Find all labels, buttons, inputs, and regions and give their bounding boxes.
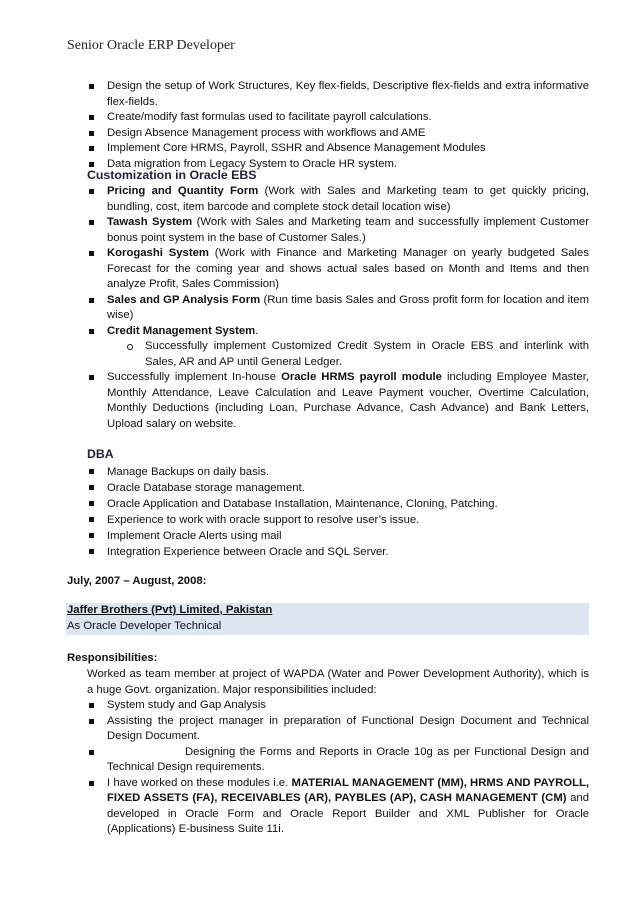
list-item: I have worked on these modules i.e. MATERIAL MANAGEMENT (MM), HRMS AND PAYROLL, FIXED ASSETS (FA), RECEIVABLES (AR), PAYBLES (AP), CASH MANAGEMENT (CM) and developed in Oracle Form and Oracle Report Builder and XML Publisher for Oracle (Applications) E-business Suite 11i. <box>87 776 589 838</box>
company-name: Jaffer Brothers (Pvt) Limited, Pakistan <box>67 604 273 616</box>
list-item: System study and Gap Analysis <box>87 698 589 714</box>
square-bullet-icon <box>89 115 94 120</box>
square-bullet-icon <box>89 469 94 474</box>
top-bullet-list <box>87 79 589 172</box>
square-bullet-icon <box>89 719 94 724</box>
list-item: Pricing and Quantity Form (Work with Sales and Marketing team to get quickly pricing, bundling, cost, item barcode and complete stock detail location wise) <box>87 184 589 215</box>
list-item: Oracle Database storage management. <box>87 480 589 496</box>
circle-bullet-icon <box>127 344 133 350</box>
dba-list <box>87 464 589 560</box>
list-item: Integration Experience between Oracle and SQL Server. <box>87 544 589 560</box>
square-bullet-icon <box>89 549 94 554</box>
dba-heading: DBA <box>87 447 114 461</box>
square-bullet-icon <box>89 189 94 194</box>
square-bullet-icon <box>89 251 94 256</box>
list-item: Implement Core HRMS, Payroll, SSHR and Absence Management Modules <box>87 141 589 157</box>
page-header-title: Senior Oracle ERP Developer <box>67 38 235 53</box>
list-item: Korogashi System (Work with Finance and Marketing Manager on yearly budgeted Sales Forecast for the coming year and shows actual sales based on Month and Items and then analyze Profit, Sales Commission) <box>87 246 589 293</box>
list-item: Design the setup of Work Structures, Key flex-fields, Descriptive flex-fields and extra informative flex-fields. <box>87 79 589 110</box>
job-role: As Oracle Developer Technical <box>67 620 222 632</box>
job-dates: July, 2007 – August, 2008: <box>67 575 207 587</box>
list-item: Oracle Application and Database Installation, Maintenance, Cloning, Patching. <box>87 496 589 512</box>
square-bullet-icon <box>89 517 94 522</box>
list-item: Sales and GP Analysis Form (Run time basis Sales and Gross profit form for location and item wise) <box>87 293 589 324</box>
list-item: Credit Management System. <box>87 324 589 340</box>
list-item: Implement Oracle Alerts using mail <box>87 528 589 544</box>
list-item: Assisting the project manager in preparation of Functional Design Document and Technical Design Document. <box>87 714 589 745</box>
square-bullet-icon <box>89 781 94 786</box>
square-bullet-icon <box>89 131 94 136</box>
square-bullet-icon <box>89 146 94 151</box>
responsibilities-label: Responsibilities: <box>67 652 158 664</box>
customization-list <box>87 184 589 432</box>
list-item: Design Absence Management process with workflows and AME <box>87 126 589 142</box>
customization-heading: Customization in Oracle EBS <box>87 168 257 182</box>
square-bullet-icon <box>89 485 94 490</box>
intro-text: Worked as team member at project of WAPDA (Water and Power Development Authority), which is a huge Govt. organization. Major responsibilities included: <box>87 668 589 696</box>
list-item: Designing the Forms and Reports in Oracle 10g as per Functional Design and Technical Design requirements. <box>87 745 589 776</box>
square-bullet-icon <box>89 84 94 89</box>
square-bullet-icon <box>89 703 94 708</box>
sub-list-item: Successfully implement Customized Credit System in Oracle EBS and interlink with Sales, AR and AP until General Ledger. <box>125 339 589 370</box>
square-bullet-icon <box>89 750 94 755</box>
list-item: Experience to work with oracle support to resolve user’s issue. <box>87 512 589 528</box>
square-bullet-icon <box>89 501 94 506</box>
square-bullet-icon <box>89 162 94 167</box>
list-item: Tawash System (Work with Sales and Marketing team and successfully implement Customer bonus point system in the base of Customer Sales.) <box>87 215 589 246</box>
list-item: Successfully implement In-house Oracle HRMS payroll module including Employee Master, Monthly Attendance, Leave Calculation and Leave Payment voucher, Overtime Calculation, Monthly Deductions (including Loan, Purchase Advance, Cash Advance) and Bank Letters, Upload salary on website. <box>87 370 589 432</box>
square-bullet-icon <box>89 375 94 380</box>
list-item: Data migration from Legacy System to Oracle HR system. <box>87 157 589 173</box>
square-bullet-icon <box>89 329 94 334</box>
list-item: Create/modify fast formulas used to facilitate payroll calculations. <box>87 110 589 126</box>
square-bullet-icon <box>89 298 94 303</box>
square-bullet-icon <box>89 533 94 538</box>
square-bullet-icon <box>89 220 94 225</box>
responsibilities-intro <box>87 667 589 838</box>
list-item: Manage Backups on daily basis. <box>87 464 589 480</box>
